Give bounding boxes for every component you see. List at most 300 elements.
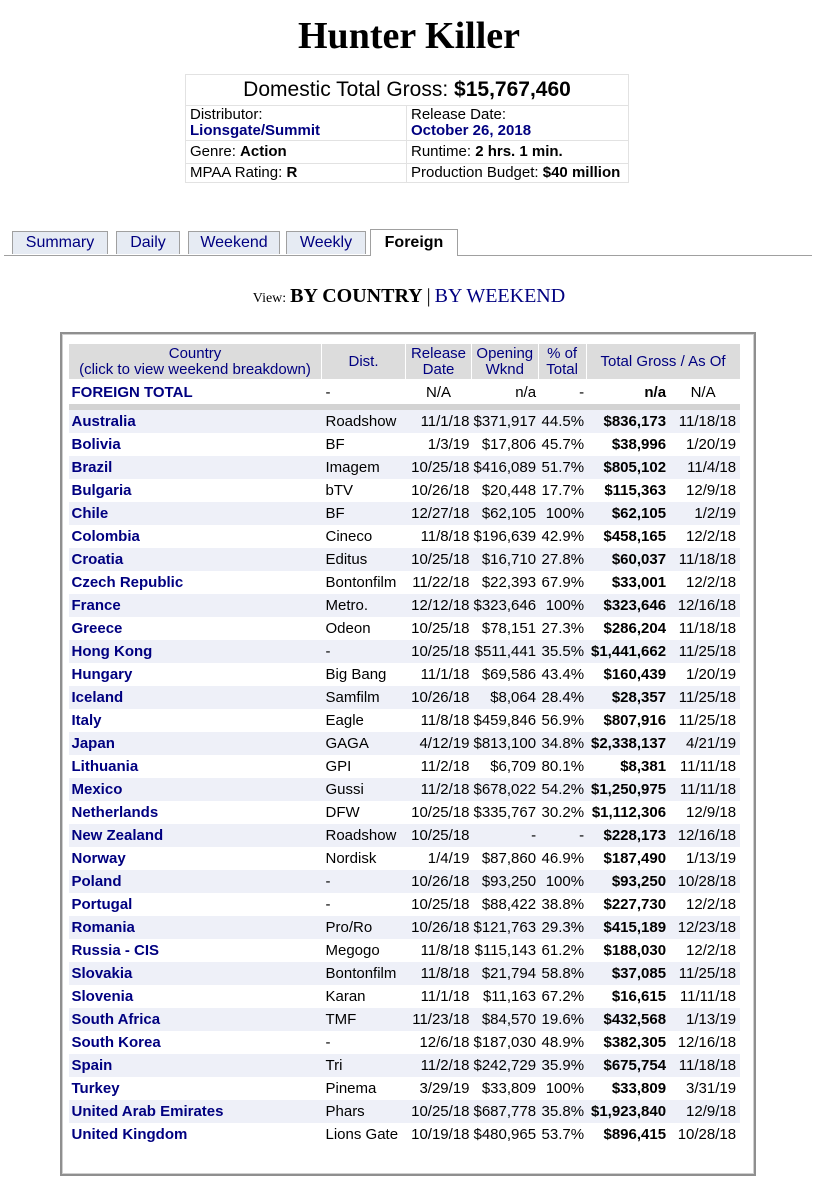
opening-weekend-cell: $62,105 xyxy=(472,502,539,525)
total-gross-cell: $8,381 xyxy=(620,758,667,775)
pct-of-total-cell: 27.3% xyxy=(541,620,585,637)
pct-of-total-cell: 35.5% xyxy=(538,640,586,663)
table-row xyxy=(69,939,741,962)
table-row xyxy=(69,1100,741,1123)
release-date-cell: 10/25/18 xyxy=(411,804,470,821)
table-row xyxy=(69,824,741,847)
country-link[interactable]: Australia xyxy=(69,410,322,433)
header-release[interactable] xyxy=(406,344,472,380)
as-of-date-cell: 10/28/18 xyxy=(668,870,740,893)
distributor-cell: Tri xyxy=(322,1054,406,1077)
opening-weekend-cell: $21,794 xyxy=(472,962,539,985)
opening-weekend-cell: $78,151 xyxy=(481,620,537,637)
release-date-cell: 3/29/19 xyxy=(419,1080,470,1097)
as-of-date-cell: 12/2/18 xyxy=(686,528,737,545)
as-of-date-cell: 12/2/18 xyxy=(686,574,737,591)
total-gross-cell: $836,173 xyxy=(586,410,668,433)
table-row xyxy=(69,985,741,1008)
country-link[interactable]: Brazil xyxy=(69,456,322,479)
release-date-cell: 10/25/18 xyxy=(406,548,472,571)
pct-of-total-cell: 38.8% xyxy=(541,896,585,913)
tab-bar xyxy=(4,229,812,256)
opening-weekend-cell: $11,163 xyxy=(482,988,537,1005)
page-title: Hunter Killer xyxy=(298,15,520,57)
opening-weekend-cell: $678,022 xyxy=(472,778,539,801)
opening-weekend-cell: $17,806 xyxy=(481,436,537,453)
release-date-cell: 11/1/18 xyxy=(406,410,472,433)
mpaa-value: R xyxy=(286,164,298,181)
table-row xyxy=(69,962,741,985)
table-row xyxy=(69,456,741,479)
total-gross-cell: $188,030 xyxy=(603,942,667,959)
as-of-date-cell: 11/18/18 xyxy=(668,548,740,571)
total-gross-cell: $62,105 xyxy=(586,502,668,525)
pct-of-total-cell: 100% xyxy=(538,594,586,617)
total-gross-cell: $16,615 xyxy=(611,988,667,1005)
distributor-cell: Nordisk xyxy=(325,850,377,867)
table-row xyxy=(69,410,741,433)
as-of-date-cell: 1/13/19 xyxy=(668,1008,740,1031)
country-link[interactable]: Russia - CIS xyxy=(71,942,160,959)
total-gross-cell: $896,415 xyxy=(603,1126,667,1143)
distributor-cell: BF xyxy=(325,436,345,453)
total-gross-cell: $323,646 xyxy=(586,594,668,617)
movie-info-box xyxy=(185,74,629,183)
release-date-cell: 4/12/19 xyxy=(406,732,472,755)
opening-weekend-cell: $84,570 xyxy=(472,1008,539,1031)
country-link[interactable]: Greece xyxy=(71,620,123,637)
pct-of-total-cell: 17.7% xyxy=(541,482,585,499)
as-of-date-cell: 11/11/18 xyxy=(668,778,740,801)
total-gross-cell: $60,037 xyxy=(586,548,668,571)
pct-of-total-cell: 61.2% xyxy=(541,942,585,959)
total-gross-cell: $807,916 xyxy=(603,712,667,729)
opening-weekend-cell: $687,778 xyxy=(472,1100,539,1123)
opening-weekend-cell: $323,646 xyxy=(472,594,539,617)
total-gross-cell: $1,923,840 xyxy=(586,1100,668,1123)
total-gross-cell: $1,112,306 xyxy=(591,804,667,821)
release-date-cell: 10/25/18 xyxy=(406,456,472,479)
distributor-cell: bTV xyxy=(325,482,354,499)
table-row xyxy=(69,916,741,939)
distributor-cell: BF xyxy=(322,502,406,525)
total-gross-cell: $33,001 xyxy=(611,574,667,591)
release-date-cell: 11/2/18 xyxy=(406,1054,472,1077)
tab-summary[interactable]: Summary xyxy=(12,231,108,254)
opening-weekend-cell: $22,393 xyxy=(481,574,537,591)
foreign-total-dist: - xyxy=(325,383,331,401)
total-gross-cell: $286,204 xyxy=(603,620,667,637)
distributor-cell: Pinema xyxy=(325,1080,377,1097)
pct-of-total-cell: 58.8% xyxy=(538,962,586,985)
country-link[interactable]: Turkey xyxy=(71,1080,120,1097)
total-gross-cell: $28,357 xyxy=(586,686,668,709)
budget-value: $40 million xyxy=(542,164,621,181)
country-link[interactable]: Portugal xyxy=(71,896,133,913)
mpaa-label: MPAA Rating: xyxy=(190,164,283,181)
domestic-gross-label: Domestic Total Gross: xyxy=(243,78,449,101)
header-country-line1: Country xyxy=(168,344,222,362)
total-gross-cell: $93,250 xyxy=(586,870,668,893)
header-release-line1: Release xyxy=(410,344,467,362)
release-date-cell: 10/25/18 xyxy=(411,620,470,637)
total-gross-cell: $33,809 xyxy=(611,1080,667,1097)
pct-of-total-cell: 100% xyxy=(538,502,586,525)
release-date-cell: 11/2/18 xyxy=(406,778,472,801)
distributor-cell: - xyxy=(325,896,331,913)
table-row xyxy=(69,640,741,663)
as-of-date-cell: 12/2/18 xyxy=(686,942,737,959)
table-row xyxy=(69,1123,741,1146)
opening-weekend-cell: $93,250 xyxy=(472,870,539,893)
pct-of-total-cell: 100% xyxy=(545,1080,585,1097)
distributor-cell: Roadshow xyxy=(322,410,406,433)
pct-of-total-cell: 44.5% xyxy=(538,410,586,433)
as-of-date-cell: 11/25/18 xyxy=(668,686,740,709)
total-gross-cell: $432,568 xyxy=(586,1008,668,1031)
runtime-value: 2 hrs. 1 min. xyxy=(475,143,563,160)
country-link[interactable]: Croatia xyxy=(69,548,322,571)
foreign-table-frame xyxy=(60,332,756,1176)
total-gross-cell: $805,102 xyxy=(586,456,668,479)
release-date-cell: 12/12/18 xyxy=(406,594,472,617)
pct-of-total-cell: 35.8% xyxy=(538,1100,586,1123)
distributor-link[interactable]: Lionsgate/Summit xyxy=(190,122,321,139)
country-link[interactable]: France xyxy=(69,594,322,617)
runtime-label: Runtime: xyxy=(410,143,472,160)
table-row xyxy=(69,433,741,456)
pct-of-total-cell: 45.7% xyxy=(541,436,585,453)
total-gross-cell: $227,730 xyxy=(603,896,667,913)
distributor-cell: - xyxy=(325,1034,331,1051)
distributor-cell: Gussi xyxy=(322,778,406,801)
foreign-gross-table xyxy=(68,343,741,1146)
release-date-cell: 10/26/18 xyxy=(406,686,472,709)
total-gross-cell: $2,338,137 xyxy=(586,732,668,755)
as-of-date-cell: 1/13/19 xyxy=(686,850,737,867)
table-row xyxy=(69,479,741,502)
country-link[interactable]: United Arab Emirates xyxy=(69,1100,322,1123)
table-row xyxy=(69,525,741,548)
country-link[interactable]: Bulgaria xyxy=(71,482,132,499)
opening-weekend-cell: $87,860 xyxy=(481,850,537,867)
release-date-link[interactable]: October 26, 2018 xyxy=(410,122,532,139)
total-gross-cell: $187,490 xyxy=(603,850,667,867)
release-date-cell: 10/25/18 xyxy=(406,824,472,847)
as-of-date-cell: 1/20/19 xyxy=(686,436,737,453)
distributor-cell: Metro. xyxy=(322,594,406,617)
runtime-cell xyxy=(406,141,628,164)
as-of-date-cell: 11/18/18 xyxy=(668,410,740,433)
country-link[interactable]: Czech Republic xyxy=(71,574,184,591)
opening-weekend-cell: $459,846 xyxy=(473,712,537,729)
opening-weekend-cell: $6,709 xyxy=(490,758,537,775)
country-link[interactable]: South Korea xyxy=(71,1034,161,1051)
total-gross-cell: $1,250,975 xyxy=(586,778,668,801)
table-row xyxy=(69,617,741,640)
opening-weekend-cell: $88,422 xyxy=(481,896,537,913)
country-link[interactable]: Japan xyxy=(69,732,322,755)
pct-of-total-cell: 80.1% xyxy=(541,758,585,775)
as-of-date-cell: 11/4/18 xyxy=(668,456,740,479)
as-of-date-cell: 1/20/19 xyxy=(686,666,737,683)
release-date-cell: 1/3/19 xyxy=(427,436,470,453)
as-of-date-cell: 12/9/18 xyxy=(686,482,737,499)
as-of-date-cell: 4/21/19 xyxy=(668,732,740,755)
release-date-cell: 10/25/18 xyxy=(406,640,472,663)
opening-weekend-cell: $813,100 xyxy=(472,732,539,755)
country-link[interactable]: Lithuania xyxy=(71,758,139,775)
opening-weekend-cell: $511,441 xyxy=(472,640,539,663)
as-of-date-cell: 11/11/18 xyxy=(679,988,737,1005)
distributor-cell: GAGA xyxy=(322,732,406,755)
pct-of-total-cell: 35.9% xyxy=(538,1054,586,1077)
distributor-cell: Imagem xyxy=(322,456,406,479)
release-date-cell: 10/19/18 xyxy=(411,1126,470,1143)
country-link[interactable]: Colombia xyxy=(71,528,140,545)
distributor-cell: - xyxy=(322,870,406,893)
distributor-cell: Roadshow xyxy=(322,824,406,847)
table-row xyxy=(69,732,741,755)
total-gross-cell: $458,165 xyxy=(603,528,667,545)
pct-of-total-cell: 27.8% xyxy=(538,548,586,571)
table-row xyxy=(69,1077,741,1100)
release-date-cell: 12/6/18 xyxy=(419,1034,470,1051)
release-date-cell: 11/8/18 xyxy=(406,962,472,985)
total-gross-cell: $160,439 xyxy=(603,666,667,683)
domestic-gross-value: $15,767,460 xyxy=(454,78,571,101)
country-link[interactable]: Hong Kong xyxy=(69,640,322,663)
distributor-cell xyxy=(186,106,407,141)
genre-value: Action xyxy=(240,143,287,160)
pct-of-total-cell: 34.8% xyxy=(538,732,586,755)
table-row xyxy=(69,778,741,801)
country-link[interactable]: Spain xyxy=(69,1054,322,1077)
table-row xyxy=(69,663,741,686)
country-link[interactable]: Romania xyxy=(69,916,322,939)
header-country-line2: (click to view weekend breakdown) xyxy=(79,360,311,378)
release-date-cell: 11/22/18 xyxy=(412,574,470,591)
as-of-date-cell: 12/2/18 xyxy=(686,896,737,913)
budget-cell xyxy=(406,164,628,183)
view-by-weekend-link[interactable]: BY WEEKEND xyxy=(434,285,566,307)
header-opening-line2: Wknd xyxy=(485,360,524,378)
country-link[interactable]: South Africa xyxy=(69,1008,322,1031)
total-gross-cell: $228,173 xyxy=(586,824,668,847)
header-dist[interactable]: Dist. xyxy=(322,344,406,380)
release-date-cell: 10/25/18 xyxy=(406,1100,472,1123)
pct-of-total-cell: 53.7% xyxy=(541,1126,585,1143)
as-of-date-cell: 3/31/19 xyxy=(686,1080,737,1097)
country-link[interactable]: Slovakia xyxy=(69,962,322,985)
as-of-date-cell: 12/9/18 xyxy=(686,804,737,821)
table-row xyxy=(69,571,741,594)
header-pct[interactable] xyxy=(538,344,586,380)
distributor-label: Distributor: xyxy=(190,106,263,123)
view-label: View: xyxy=(252,291,287,306)
pct-of-total-cell: 42.9% xyxy=(541,528,585,545)
pct-of-total-cell: 19.6% xyxy=(538,1008,586,1031)
country-link[interactable]: Italy xyxy=(71,712,102,729)
view-separator: | xyxy=(426,285,431,307)
tab-weekly[interactable]: Weekly xyxy=(286,231,366,254)
domestic-gross xyxy=(186,75,629,106)
distributor-cell: Megogo xyxy=(325,942,380,959)
header-pct-line2: Total xyxy=(546,360,578,378)
pct-of-total-cell: 28.4% xyxy=(538,686,586,709)
opening-weekend-cell: $187,030 xyxy=(473,1034,537,1051)
header-release-line2: Date xyxy=(422,360,455,378)
header-country xyxy=(69,344,322,380)
tab-foreign[interactable]: Foreign xyxy=(370,229,458,256)
distributor-cell: GPI xyxy=(325,758,352,775)
country-link[interactable]: Chile xyxy=(69,502,322,525)
country-link[interactable]: Slovenia xyxy=(71,988,134,1005)
pct-of-total-cell: 100% xyxy=(538,870,586,893)
release-date-cell: 11/2/18 xyxy=(420,758,470,775)
as-of-date-cell: 10/28/18 xyxy=(677,1126,737,1143)
table-row xyxy=(69,801,741,824)
total-gross-cell: $675,754 xyxy=(586,1054,668,1077)
opening-weekend-cell: $416,089 xyxy=(472,456,539,479)
pct-of-total-cell: 43.4% xyxy=(541,666,585,683)
foreign-total-row xyxy=(69,380,741,405)
as-of-date-cell: 11/18/18 xyxy=(668,1054,740,1077)
opening-weekend-cell: $115,143 xyxy=(474,942,537,959)
opening-weekend-cell: $196,639 xyxy=(473,528,537,545)
as-of-date-cell: 12/16/18 xyxy=(668,824,740,847)
as-of-date-cell: 1/2/19 xyxy=(668,502,740,525)
table-row xyxy=(69,1054,741,1077)
distributor-cell: Big Bang xyxy=(325,666,387,683)
table-header-row xyxy=(69,344,741,380)
genre-label: Genre: xyxy=(190,143,236,160)
country-link[interactable]: Iceland xyxy=(69,686,322,709)
total-gross-cell: $1,441,662 xyxy=(586,640,668,663)
pct-of-total-cell: - xyxy=(538,824,586,847)
distributor-cell: Karan xyxy=(325,988,366,1005)
foreign-total-release: N/A xyxy=(425,383,451,401)
distributor-cell: Editus xyxy=(322,548,406,571)
table-row xyxy=(69,594,741,617)
country-link[interactable]: Bolivia xyxy=(71,436,121,453)
header-pct-line1: % of xyxy=(547,344,578,362)
opening-weekend-cell: $335,767 xyxy=(473,804,537,821)
opening-weekend-cell: $69,586 xyxy=(481,666,537,683)
total-gross-cell: $115,363 xyxy=(604,482,667,499)
as-of-date-cell: 12/16/18 xyxy=(677,1034,737,1051)
genre-cell xyxy=(186,141,407,164)
country-link[interactable]: Poland xyxy=(69,870,322,893)
pct-of-total-cell: 67.2% xyxy=(541,988,585,1005)
distributor-cell: DFW xyxy=(325,804,360,821)
country-link[interactable]: Netherlands xyxy=(71,804,159,821)
table-row xyxy=(69,1008,741,1031)
total-gross-cell: $415,189 xyxy=(586,916,668,939)
table-row xyxy=(69,502,741,525)
pct-of-total-cell: 54.2% xyxy=(538,778,586,801)
distributor-cell: Lions Gate xyxy=(325,1126,399,1143)
release-date-cell: 1/4/19 xyxy=(427,850,470,867)
total-gross-cell: $37,085 xyxy=(586,962,668,985)
opening-weekend-cell: $33,809 xyxy=(481,1080,537,1097)
release-date-cell: 11/23/18 xyxy=(406,1008,472,1031)
opening-weekend-cell: $16,710 xyxy=(472,548,539,571)
pct-of-total-cell: 29.3% xyxy=(538,916,586,939)
distributor-cell: Bontonfilm xyxy=(322,962,406,985)
opening-weekend-cell: $242,729 xyxy=(472,1054,539,1077)
distributor-cell: - xyxy=(322,640,406,663)
table-row xyxy=(69,755,741,778)
distributor-cell: Samfilm xyxy=(322,686,406,709)
release-date-cell: 11/1/18 xyxy=(420,988,470,1005)
opening-weekend-cell: $480,965 xyxy=(473,1126,537,1143)
as-of-date-cell: 11/18/18 xyxy=(678,620,737,637)
release-date-cell: 12/27/18 xyxy=(406,502,472,525)
header-opening[interactable] xyxy=(472,344,539,380)
release-date-cell: 11/8/18 xyxy=(420,528,470,545)
total-gross-cell: $38,996 xyxy=(611,436,667,453)
release-date-cell: 10/26/18 xyxy=(406,870,472,893)
table-row xyxy=(69,686,741,709)
table-row xyxy=(69,893,741,916)
distributor-cell: TMF xyxy=(322,1008,406,1031)
pct-of-total-cell: 48.9% xyxy=(541,1034,585,1051)
tab-weekend[interactable]: Weekend xyxy=(188,231,280,254)
distributor-cell: Cineco xyxy=(325,528,373,545)
opening-weekend-cell: $20,448 xyxy=(481,482,537,499)
pct-of-total-cell: 46.9% xyxy=(541,850,585,867)
as-of-date-cell: 12/16/18 xyxy=(668,594,740,617)
foreign-total-opening: n/a xyxy=(515,383,537,401)
release-date-cell: 11/8/18 xyxy=(420,712,470,729)
tab-daily[interactable]: Daily xyxy=(116,231,180,254)
header-total-gross[interactable]: Total Gross / As Of xyxy=(586,344,740,380)
country-link[interactable]: Hungary xyxy=(71,666,133,683)
distributor-cell: Odeon xyxy=(325,620,371,637)
release-date-cell xyxy=(406,106,628,141)
release-date-cell: 11/8/18 xyxy=(420,942,470,959)
country-link[interactable]: Norway xyxy=(71,850,126,867)
opening-weekend-cell: $121,763 xyxy=(472,916,539,939)
opening-weekend-cell: - xyxy=(472,824,539,847)
as-of-date-cell: 11/25/18 xyxy=(668,640,740,663)
table-row xyxy=(69,870,741,893)
pct-of-total-cell: 51.7% xyxy=(538,456,586,479)
country-link[interactable]: Mexico xyxy=(69,778,322,801)
distributor-cell: Pro/Ro xyxy=(322,916,406,939)
view-by-country[interactable]: BY COUNTRY xyxy=(290,285,423,307)
pct-of-total-cell: 30.2% xyxy=(541,804,585,821)
as-of-date-cell: 11/25/18 xyxy=(678,712,737,729)
country-link[interactable]: New Zealand xyxy=(69,824,322,847)
as-of-date-cell: 11/11/18 xyxy=(679,758,737,775)
as-of-date-cell: 11/25/18 xyxy=(668,962,740,985)
release-date-cell: 10/26/18 xyxy=(411,482,470,499)
country-link[interactable]: United Kingdom xyxy=(71,1126,188,1143)
foreign-total-gross: n/a xyxy=(644,383,667,401)
as-of-date-cell: 12/9/18 xyxy=(668,1100,740,1123)
table-row xyxy=(69,847,741,870)
distributor-cell: Eagle xyxy=(325,712,364,729)
as-of-date-cell: 12/23/18 xyxy=(668,916,740,939)
budget-label: Production Budget: xyxy=(410,164,539,181)
release-date-cell: 11/1/18 xyxy=(420,666,470,683)
pct-of-total-cell: 67.9% xyxy=(541,574,585,591)
opening-weekend-cell: $371,917 xyxy=(472,410,539,433)
release-date-cell: 10/25/18 xyxy=(411,896,470,913)
header-opening-line1: Opening xyxy=(476,344,534,362)
